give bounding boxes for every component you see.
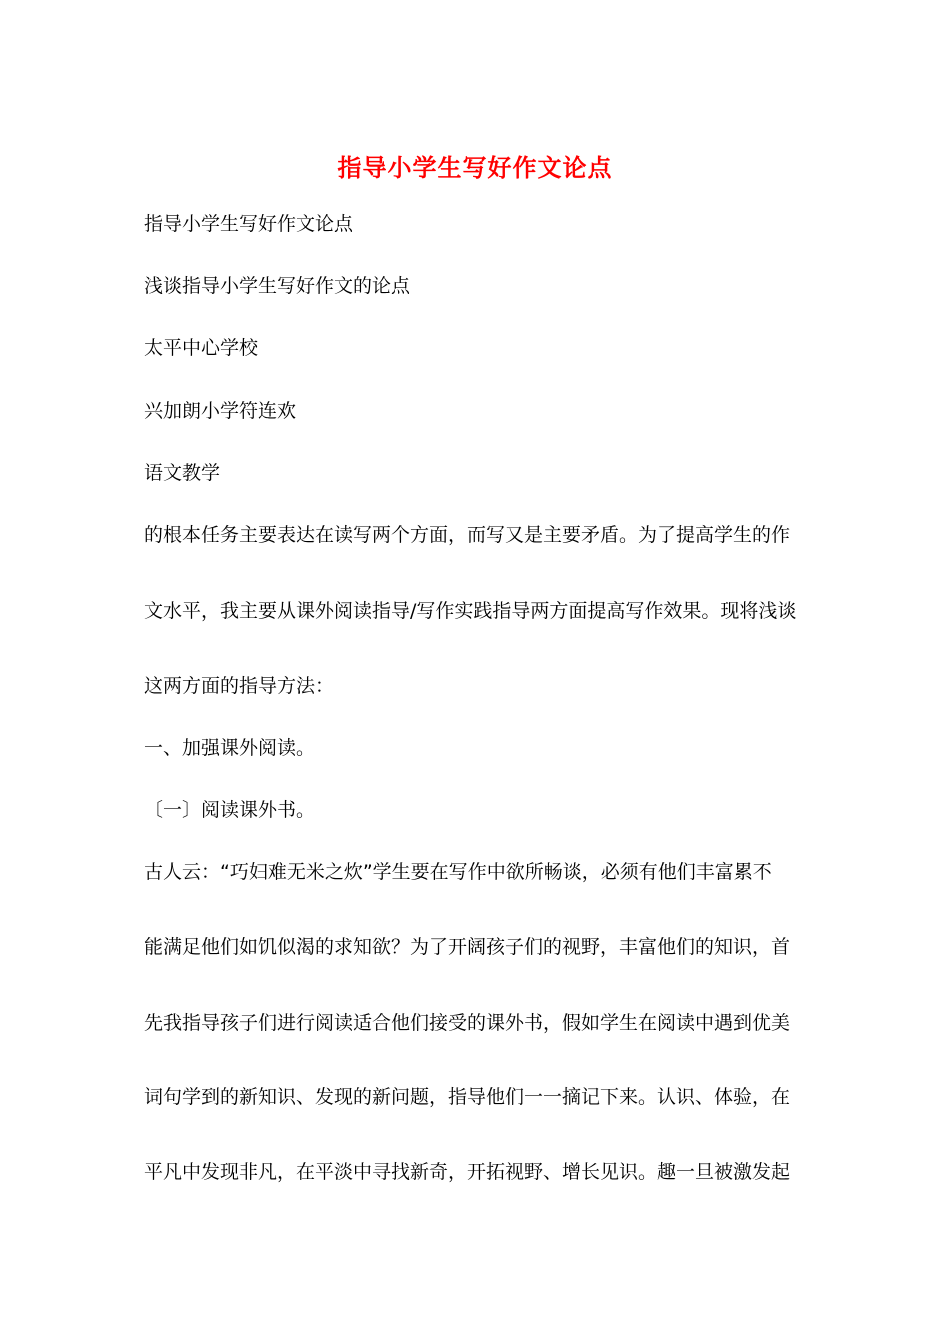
text-line: 这两方面的指导方法： [144, 675, 335, 697]
text-line: 的根本任务主要表达在读写两个方面，而写又是主要矛盾。为了提高学生的作 [144, 524, 791, 546]
text-line: 文水平，我主要从课外阅读指导/写作实践指导两方面提高写作效果。现将浅谈 [144, 600, 797, 622]
document-title: 指导小学生写好作文论点 [337, 153, 613, 182]
text-line: 平凡中发现非凡，在平淡中寻找新奇，开拓视野、增长见识。趣一旦被激发起 [144, 1161, 791, 1183]
text-line: 能满足他们如饥似渴的求知欲？为了开阔孩子们的视野，丰富他们的知识，首 [144, 936, 791, 958]
text-line: 指导小学生写好作文论点 [144, 213, 354, 235]
text-line: 古人云：“巧妇难无米之炊”学生要在写作中欲所畅谈，必须有他们丰富累不 [144, 861, 772, 883]
text-line: 太平中心学校 [144, 337, 259, 359]
text-line: 〔一〕阅读课外书。 [144, 799, 316, 821]
text-line: 浅谈指导小学生写好作文的论点 [144, 275, 411, 297]
text-line: 一、加强课外阅读。 [144, 737, 316, 759]
text-line: 语文教学 [144, 462, 221, 484]
text-line: 兴加朗小学符连欢 [144, 400, 297, 422]
text-line: 先我指导孩子们进行阅读适合他们接受的课外书，假如学生在阅读中遇到优美 [144, 1012, 791, 1034]
text-line: 词句学到的新知识、发现的新问题，指导他们一一摘记下来。认识、体验，在 [144, 1086, 791, 1108]
